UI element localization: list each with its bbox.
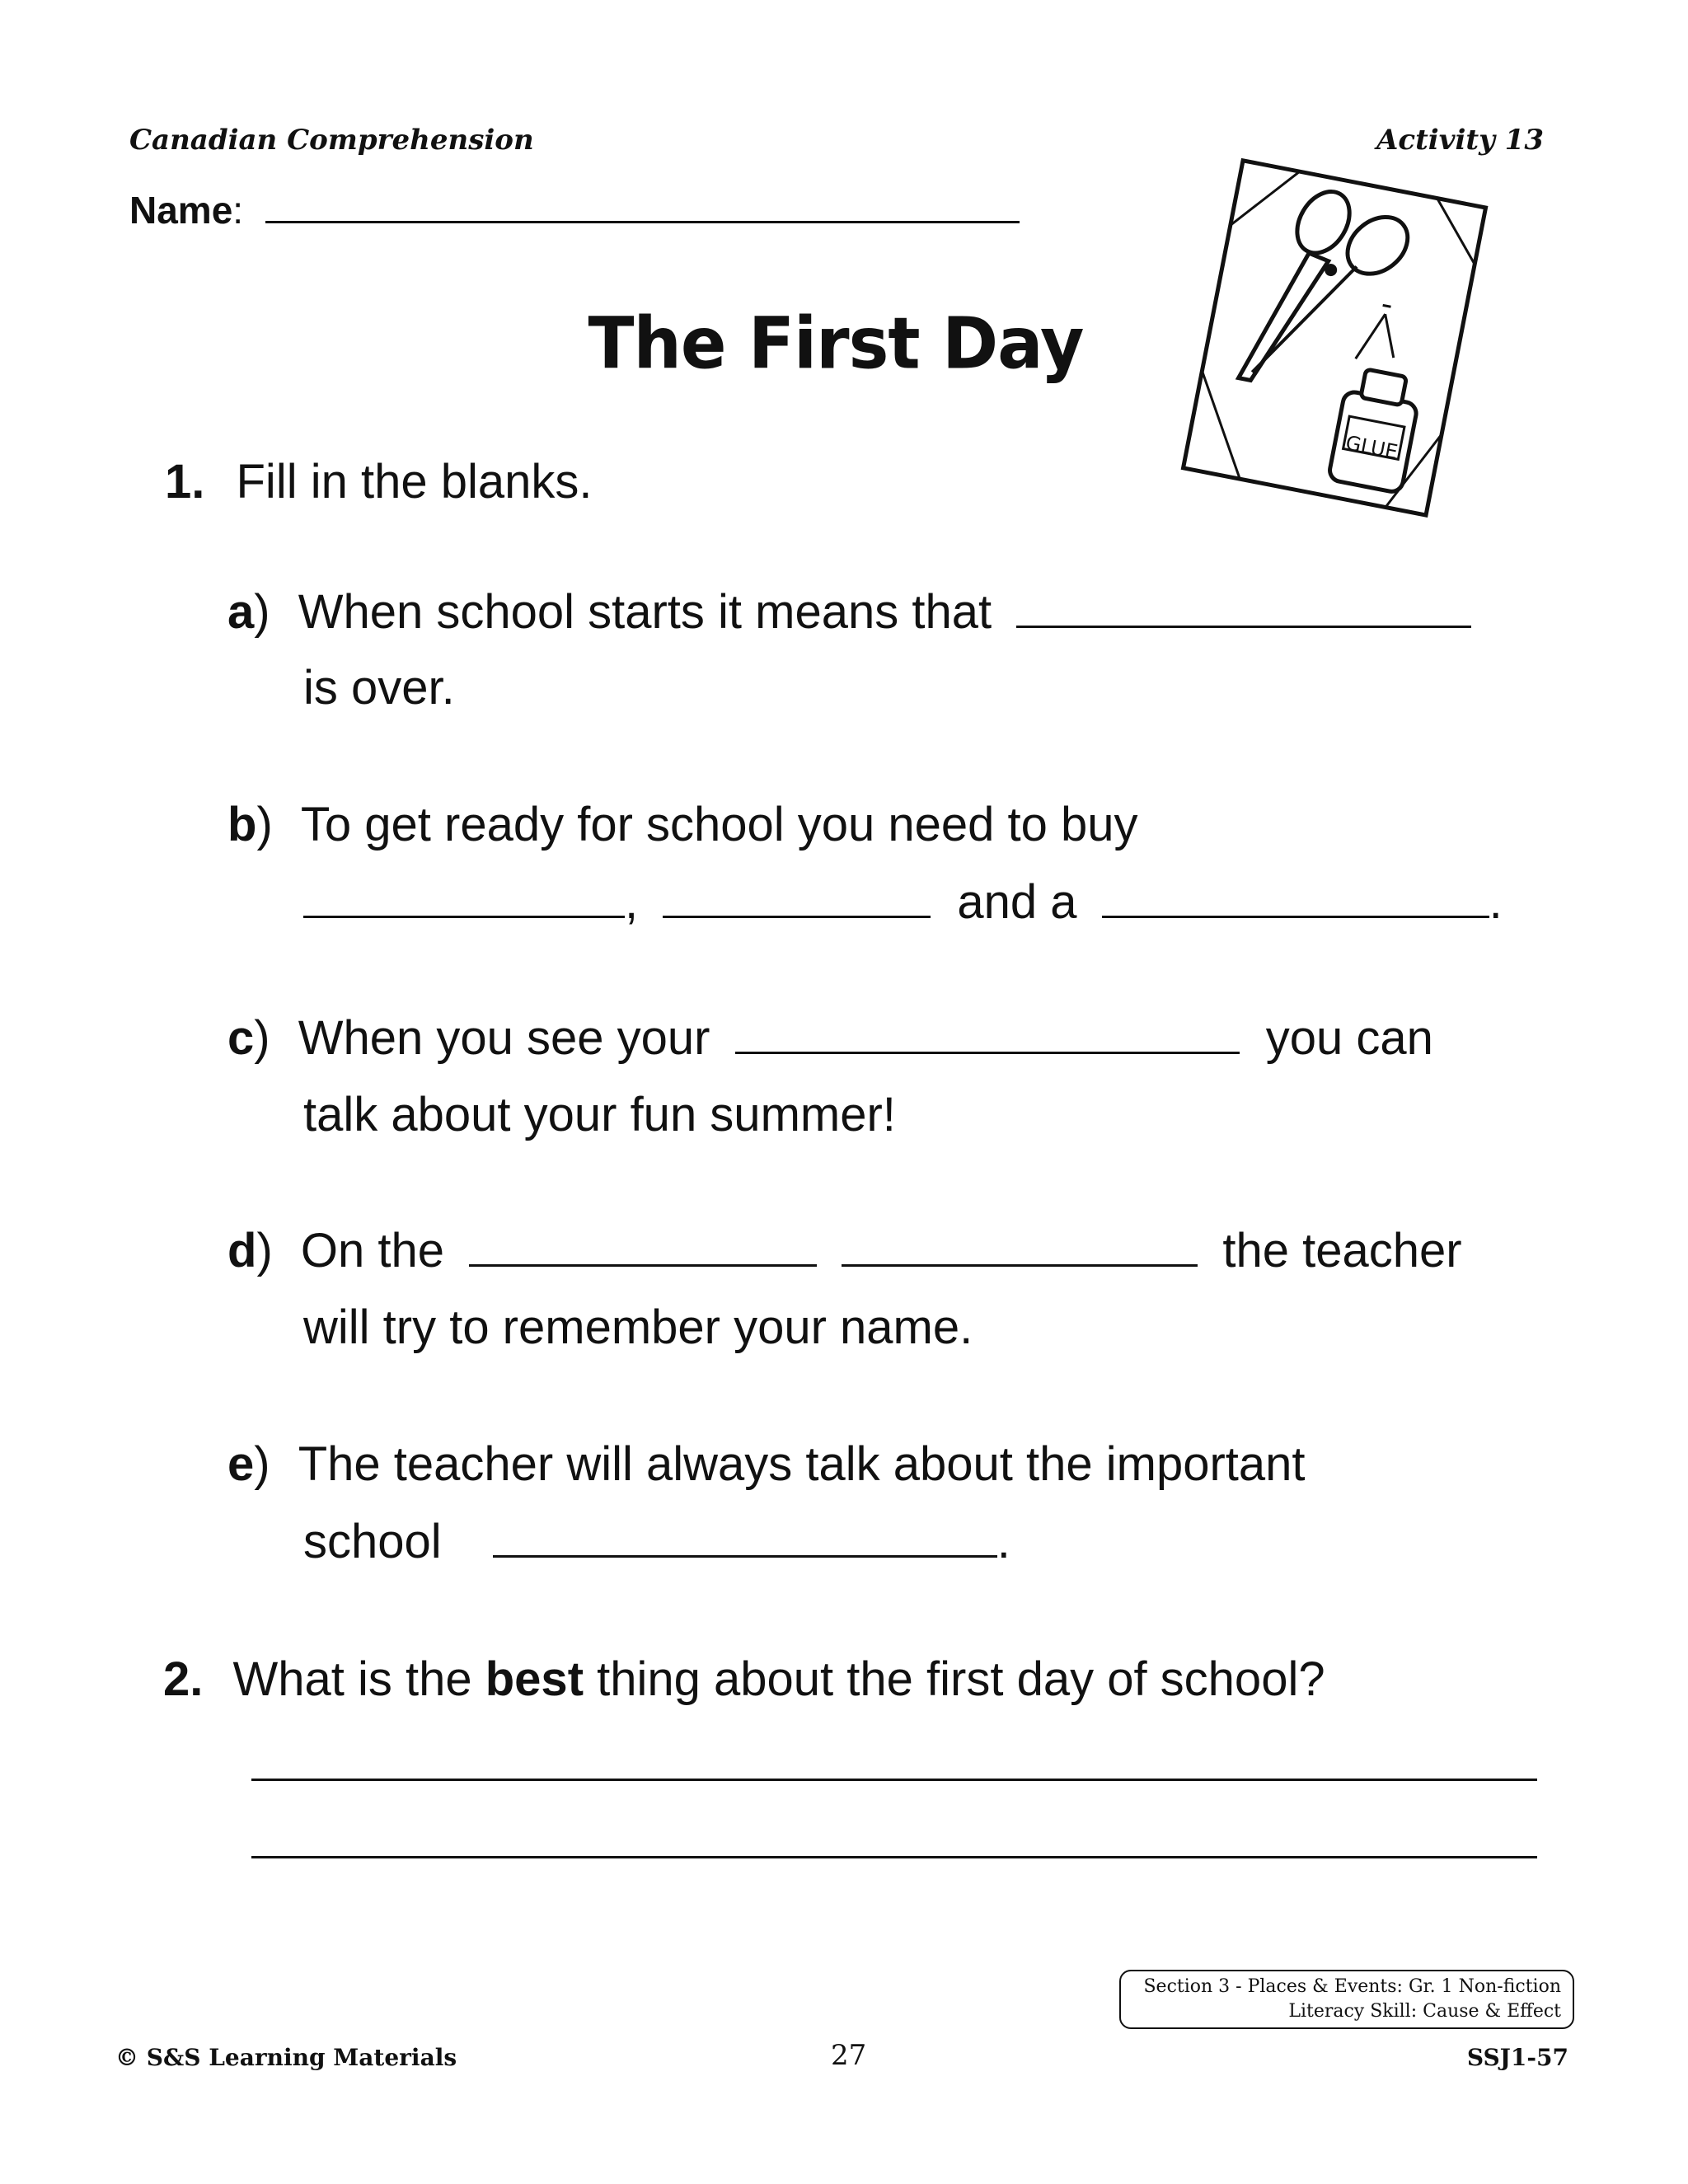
question-1: [165, 453, 592, 511]
item-e: [227, 1436, 1306, 1493]
item-e-blank[interactable]: [493, 1514, 997, 1558]
answer-line-1[interactable]: [251, 1779, 1537, 1781]
item-c: [227, 1010, 1433, 1067]
item-b: [227, 796, 1138, 854]
item-c-blank[interactable]: [735, 1010, 1240, 1054]
question-2-number: 2.: [163, 1652, 204, 1706]
item-e-text: The teacher will always talk about the important: [298, 1437, 1306, 1491]
item-b-letter: b: [227, 798, 257, 851]
question-2-emphasis: best: [485, 1652, 584, 1706]
item-b-paren: ): [256, 798, 273, 851]
item-e-paren: ): [254, 1437, 270, 1491]
item-b-line2: [303, 874, 1503, 931]
item-a-line2: is over.: [303, 661, 455, 715]
question-2-text-after: thing about the first day of school?: [597, 1652, 1325, 1706]
page-title: [0, 302, 1688, 386]
item-a-blank[interactable]: [1016, 584, 1471, 628]
item-b-blank-1[interactable]: [303, 874, 625, 918]
item-d-text: On the: [300, 1224, 445, 1277]
product-code: SSJ1-57: [1466, 2044, 1568, 2071]
activity-number: Activity 13: [1376, 124, 1544, 157]
section-info-line-1: Section 3 - Places & Events: Gr. 1 Non-fiction: [1143, 1976, 1561, 1997]
item-b-period: .: [1489, 875, 1503, 929]
copyright: © S&S Learning Materials: [115, 2044, 457, 2071]
item-a-paren: ): [254, 585, 270, 639]
name-row: [129, 188, 1020, 232]
name-label: Name: [129, 189, 233, 232]
item-e-text-2: school: [303, 1515, 442, 1568]
name-blank[interactable]: [265, 188, 1020, 223]
item-b-and-a: and a: [957, 875, 1077, 929]
item-b-blank-2[interactable]: [663, 874, 931, 918]
item-a: [227, 583, 1471, 641]
item-d-blank-1[interactable]: [469, 1223, 817, 1267]
item-a-letter: a: [227, 585, 255, 639]
item-e-letter: e: [227, 1437, 255, 1491]
title-text: The First Day: [588, 302, 1084, 386]
item-d-paren: ): [256, 1224, 273, 1277]
question-2: [163, 1651, 1325, 1708]
item-a-text: When school starts it means that: [298, 585, 992, 639]
item-d-letter: d: [227, 1224, 257, 1277]
name-colon: :: [232, 189, 244, 232]
section-info-line-2: Literacy Skill: Cause & Effect: [1288, 2001, 1561, 2022]
section-info-box: [1119, 1970, 1574, 2029]
item-c-line2: talk about your fun summer!: [303, 1088, 896, 1141]
item-d: [227, 1222, 1462, 1280]
question-2-text-before: What is the: [232, 1652, 472, 1706]
question-1-number: 1.: [165, 455, 205, 509]
item-b-blank-3[interactable]: [1102, 874, 1489, 918]
book-title: Canadian Comprehension: [129, 124, 534, 157]
item-c-text-2: you can: [1265, 1011, 1433, 1065]
item-e-line2: [303, 1513, 1010, 1571]
glue-label: GLUE: [1343, 431, 1400, 464]
item-d-blank-2[interactable]: [842, 1223, 1198, 1267]
item-c-letter: c: [227, 1011, 255, 1065]
item-d-line2: will try to remember your name.: [303, 1301, 973, 1354]
item-d-text-2: the teacher: [1222, 1224, 1462, 1277]
item-c-text: When you see your: [298, 1011, 710, 1065]
page-number: 27: [831, 2039, 867, 2072]
item-b-comma: ,: [625, 875, 639, 929]
item-c-paren: ): [254, 1011, 270, 1065]
answer-line-2[interactable]: [251, 1856, 1537, 1858]
question-1-prompt: Fill in the blanks.: [236, 455, 593, 509]
item-b-text: To get ready for school you need to buy: [300, 798, 1138, 851]
item-e-period: .: [996, 1515, 1010, 1568]
